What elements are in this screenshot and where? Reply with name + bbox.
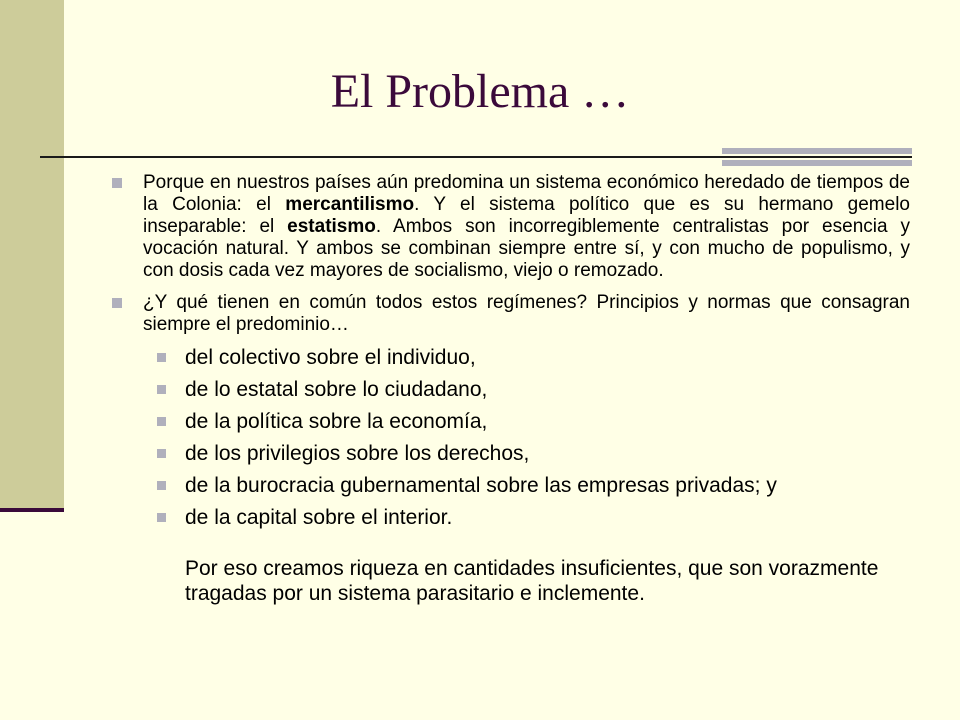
slide-title: El Problema … — [330, 65, 630, 118]
square-bullet-icon — [112, 178, 122, 188]
divider-accent — [722, 148, 912, 166]
left-accent-line — [0, 508, 64, 512]
sub-bullet-text: de la burocracia gubernamental sobre las empresas privadas; y — [185, 474, 777, 497]
square-bullet-icon — [157, 449, 166, 458]
sub-bullet-item — [110, 378, 910, 402]
sub-bullet-item — [110, 506, 910, 530]
square-bullet-icon — [112, 298, 122, 308]
closing-paragraph: Por eso creamos riqueza en cantidades insuficientes, que son vorazmente tragadas por un sistema parasitario e inclemente. — [185, 557, 879, 605]
bullet-item-1 — [110, 172, 910, 282]
slide-body — [110, 172, 910, 606]
sub-bullet-item — [110, 346, 910, 370]
bullet-item-2 — [110, 292, 910, 336]
sub-bullet-item — [110, 442, 910, 466]
square-bullet-icon — [157, 513, 166, 522]
square-bullet-icon — [157, 385, 166, 394]
sub-bullet-text: del colectivo sobre el individuo, — [185, 346, 476, 369]
sub-bullet-item — [110, 410, 910, 434]
sub-bullet-text: de la capital sobre el interior. — [185, 506, 453, 529]
bold-term-estatismo: estatismo — [287, 216, 376, 237]
sub-bullet-text: de la política sobre la economía, — [185, 410, 488, 433]
square-bullet-icon — [157, 481, 166, 490]
sub-bullet-text: de lo estatal sobre lo ciudadano, — [185, 378, 488, 401]
bullet-text: ¿Y qué tienen en común todos estos regímenes? Principios y normas que consagran siempre el predominio… — [143, 292, 910, 335]
bold-term-mercantilismo: mercantilismo — [285, 194, 415, 215]
sub-bullet-item — [110, 474, 910, 498]
square-bullet-icon — [157, 353, 166, 362]
sub-bullet-text: de los privilegios sobre los derechos, — [185, 442, 530, 465]
square-bullet-icon — [157, 417, 166, 426]
bullet-text: Porque en nuestros países aún predomina un sistema económico heredado de tiempos de la Colonia: el mercantilismo. Y el sistema político que es su hermano gemelo inseparable: el estatismo. Ambos son incorregiblemente centralistas por esencia y vocación natural. Y ambos se combinan siempre entre sí, y con mucho de populismo, y con dosis cada vez mayores de socialismo, viejo o remozado. — [143, 172, 910, 281]
